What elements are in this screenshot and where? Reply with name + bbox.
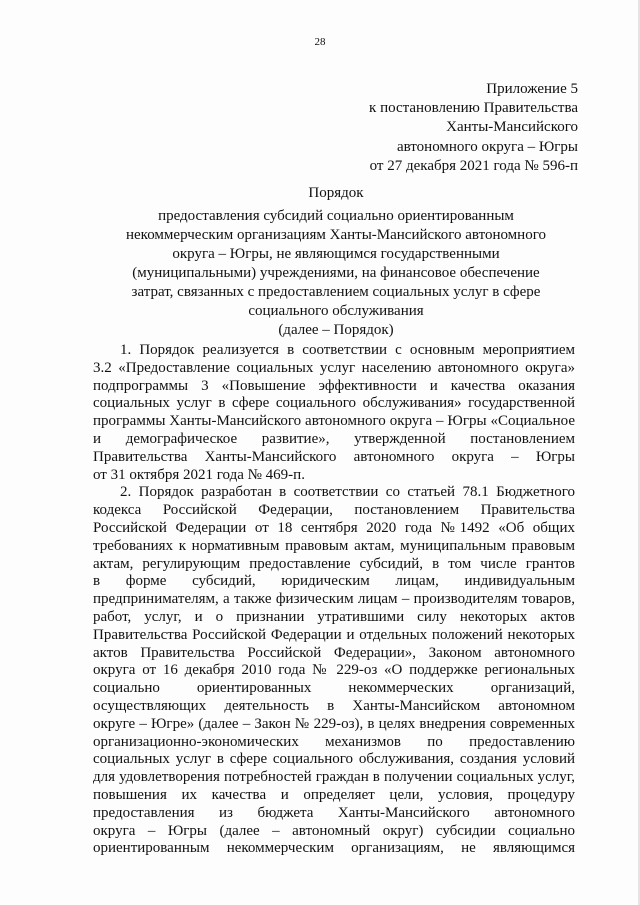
- appendix-line: Приложение 5: [486, 81, 578, 97]
- document-title: [86, 184, 586, 340]
- paragraph-line: социальных услуг в сфере социального обслуживания, создания условий: [93, 751, 575, 768]
- paragraph-line: округе – Югре» (далее – Закон № 229-оз), в целях внедрения современных: [93, 715, 575, 732]
- paragraph-1: [93, 342, 575, 484]
- paragraph-line: социально ориентированных некоммерческих организаций,: [93, 680, 575, 697]
- title-subtitle: [86, 207, 586, 340]
- title-line: округа – Югры, не являющимся государственными: [172, 246, 500, 262]
- document-body: [93, 342, 575, 858]
- paragraph-line: и демографическое развитие», утвержденной постановлением: [93, 430, 575, 447]
- title-line: предоставления субсидий социально ориентированным: [158, 208, 514, 224]
- paragraph-line: 2. Порядок разработан в соответствии со статьей 78.1 Бюджетного: [120, 484, 575, 501]
- paragraph-line: работ, услуг, и о признании утратившими силу некоторых актов: [93, 608, 575, 625]
- paragraph-line: повышения их качества и определяет цели, условия, процедуру: [93, 786, 575, 803]
- appendix-line: от 27 декабря 2021 года № 596-п: [369, 157, 578, 174]
- paragraph-line: осуществляющих деятельность в Ханты-Мансийском автономном: [93, 697, 575, 714]
- title-line: затрат, связанных с предоставлением социальных услуг в сфере: [131, 284, 541, 300]
- paragraph-line: требованиях к нормативным правовым актам, муниципальным правовым: [93, 537, 575, 554]
- title-line: (муниципальными) учреждениями, на финансовое обеспечение: [132, 265, 540, 281]
- paragraph-line: предпринимателям, а также физическим лицам – производителям товаров,: [93, 591, 575, 608]
- paragraph-line: Российской Федерации от 18 сентября 2020 года №1492 «Об общих: [93, 519, 575, 536]
- paragraph-line: программы Ханты-Мансийского автономного округа – Югры «Социальное: [93, 413, 575, 430]
- paragraph-line: ориентированным некоммерческим организациям, не являющимся: [93, 840, 575, 857]
- paragraph-2: [93, 484, 575, 858]
- appendix-line: автономного округа – Югры: [396, 138, 578, 155]
- title-line: некоммерческим организациям Ханты-Мансийского автономного: [126, 227, 546, 243]
- paragraph-line: 1. Порядок реализуется в соответствии с основным мероприятием: [120, 342, 575, 358]
- paragraph-line: Правительства Ханты-Мансийского автономного округа – Югры: [93, 448, 575, 465]
- paragraph-line: округа – Югры (далее – автономный округ) субсидии социально: [93, 822, 575, 839]
- paragraph-line: Правительства Российской Федерации и отдельных положений некоторых: [93, 626, 575, 643]
- paragraph-line: организационно-экономических механизмов по предоставлению: [93, 733, 575, 750]
- paragraph-line: для удовлетворения потребностей граждан в получении социальных услуг,: [93, 769, 575, 786]
- appendix-block: [369, 80, 578, 176]
- paragraph-line: актам, регулирующим предоставление субсидий, в том числе грантов: [93, 555, 575, 572]
- paragraph-line: округа от 16 декабря 2010 года № 229-оз «О поддержке региональных: [93, 662, 575, 679]
- paragraph-line: социальных услуг в сфере социального обслуживания» государственной: [93, 395, 575, 412]
- paragraph-line: в форме субсидий, юридическим лицам, индивидуальным: [93, 573, 575, 590]
- paragraph-line: предоставления из бюджета Ханты-Мансийского автономного: [93, 804, 575, 821]
- page-number: 28: [314, 36, 326, 48]
- paragraph-line: кодекса Российской Федерации, постановлением Правительства: [93, 502, 575, 519]
- paragraph-line: подпрограммы 3 «Повышение эффективности и качества оказания: [93, 377, 575, 394]
- appendix-line: к постановлению Правительства: [369, 100, 578, 117]
- appendix-line: Ханты-Мансийского: [446, 119, 578, 136]
- title-line: социального обслуживания: [248, 303, 424, 319]
- title-line: (далее – Порядок): [278, 322, 394, 338]
- title-heading: Порядок: [308, 185, 364, 201]
- paragraph-line: 3.2 «Предоставление социальных услуг населению автономного округа»: [93, 359, 575, 376]
- paragraph-line: от 31 октября 2021 года № 469-п.: [93, 466, 305, 483]
- paragraph-line: актов Правительства Российской Федерации», Законом автономного: [93, 644, 575, 661]
